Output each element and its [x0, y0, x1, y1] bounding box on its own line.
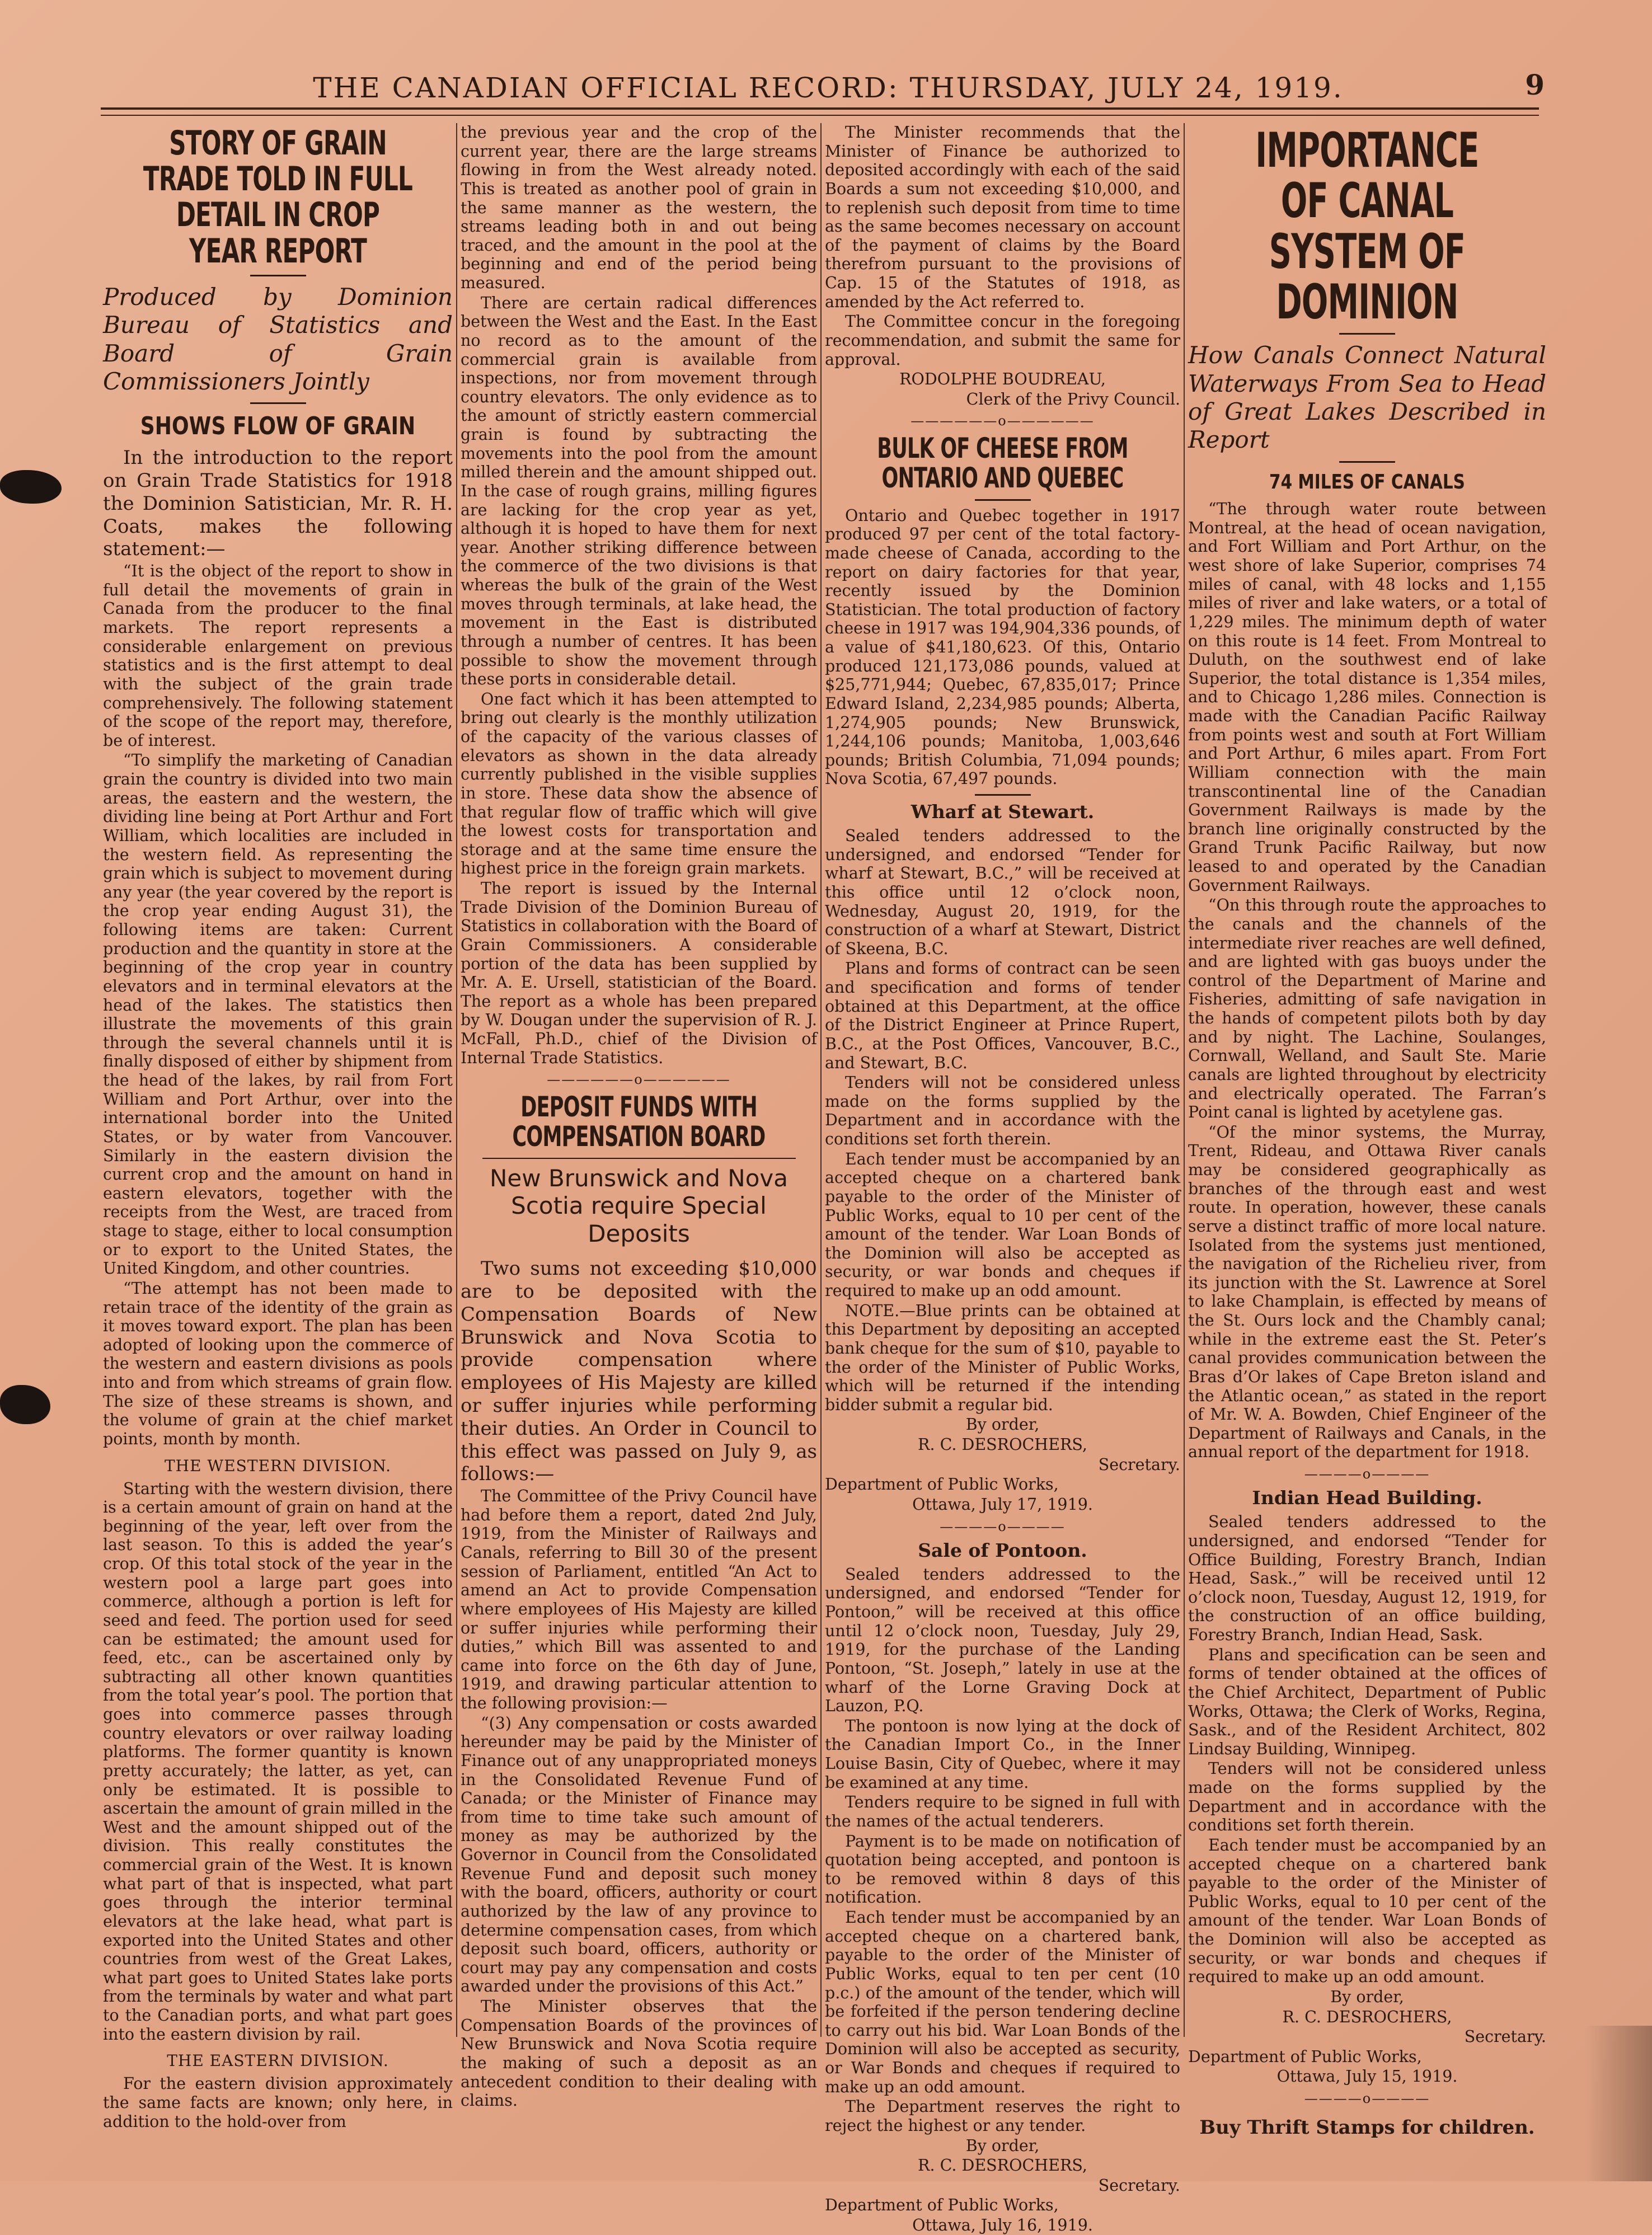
- body-paragraph: NOTE.—Blue prints can be obtained at this Department by depositing an accepted bank cheque for the sum of $10, payable to the order of the Minister of Public Works, which will be returned if the intending bidder submit a regular bid.: [825, 1301, 1180, 1414]
- date-line: Ottawa, July 15, 1919.: [1276, 2067, 1458, 2086]
- section-heading: THE WESTERN DIVISION.: [164, 1456, 392, 1475]
- by-order: By order,: [965, 1415, 1040, 1434]
- body-paragraph: The Committee of the Privy Council have had before them a report, dated 2nd July, 1919, from the Minister of Railways and Canals, referring to Bill 30 of the present session of Parliament, entitled “An Act to amend an Act to provide Compensation where employees of His Majesty are killed or suffer injuries while performing their duties,” which Bill was assented to and came into force on the 6th day of June, 1919, and drawing particular attention to the following provision:—: [461, 1487, 817, 1713]
- body-paragraph: “The attempt has not been made to retain trace of the identity of the grain as it moves toward export. The plan has been adopted of looking upon the commerce of the western and eastern divisions as pools into and from which streams of grain flow. The size of these streams is shown, and the volume of grain at the chief market points, month by month.: [103, 1279, 453, 1448]
- section-heading: THE EASTERN DIVISION.: [167, 2051, 389, 2070]
- body-paragraph: the previous year and the crop of the current year, there are the large streams flowing in from the West already noted. This is treated as another pool of grain in the same manner as the western, the streams leading both in and out being traced, and the amount in the pool at the beginning and end of the period being measured.: [461, 123, 817, 292]
- body-paragraph: There are certain radical differences between the West and the East. In the East no record as to the amount of the commercial grain is available from inspections, nor from movement through country elevators. The only evidence as to the amount of strictly eastern commercial grain is found by subtracting the movements into the pool from the amount milled therein and the amount shipped out. In the case of rough grains, milling figures are lacking for the crop year as yet, although it is hoped to have them for next year. Another striking difference between the commerce of the two divisions is that whereas the bulk of the grain of the West moves through terminals, at lake head, the movement in the East is distributed through a number of centres. It has been possible to show the movement through these ports in considerable detail.: [461, 293, 817, 689]
- masthead-title: THE CANADIAN OFFICIAL RECORD: THURSDAY, JULY 24, 1919.: [313, 72, 1344, 104]
- lead-paragraph: In the introduction to the report on Grain Trade Statistics for 1918 the Dominion Satistician, Mr. R. H. Coats, makes the following statement:—: [103, 447, 453, 561]
- department-line: Department of Public Works,: [825, 2196, 1059, 2215]
- department-line: Department of Public Works,: [1188, 2047, 1422, 2066]
- body-paragraph: The Minister recommends that the Minister of Finance be authorized to deposited accordingly with each of the said Boards a sum not exceeding $10,000, and to replenish such deposit from time to time as the same becomes necessary on account of the payment of claims by the Board therefrom pursuant to the provisions of Cap. 15 of the Statutes of 1918, as amended by the Act referred to.: [825, 123, 1180, 311]
- column-divider: [820, 123, 822, 2037]
- divider: [250, 402, 306, 404]
- body-paragraph: Sealed tenders addressed to the undersigned, and endorsed “Tender for Office Building, Forestry Branch, Indian Head, Sask.,” will be received until 12 o’clock noon, Tuesday, August 12, 1919, for the construction of an office building, Forestry Branch, Indian Head, Sask.: [1188, 1513, 1546, 1645]
- article-subhead: 74 MILES OF CANALS: [1269, 470, 1465, 494]
- body-paragraph: Each tender must be accompanied by an accepted cheque on a chartered bank payable to the order of the Minister of Public Works, equal to 10 per cent of the amount of the tender. War Loan Bonds of the Dominion will also be accepted as security, or war bonds and cheques if required to make up an odd amount.: [825, 1149, 1180, 1300]
- body-paragraph: Starting with the western division, there is a certain amount of grain on hand at the beginning of the year, left over from the last season. To this is added the year’s crop. Of this total stock of the year in the western pool a large part goes into commerce, although a portion is left for seed and feed. The portion used for seed can be estimated; the amount used for feed, etc., can be ascertained only by subtracting all other known quantities from the total year’s pool. The portion that goes into commerce passes through country elevators or over railway loading platforms. The former quantity is known pretty accurately; the latter, as yet, can only be estimated. It is possible to ascertain the amount of grain milled in the West and the amount shipped out of the division. This really constitutes the commercial grain of the West. It is known what part of that is inspected, what part goes through the interior terminal elevators at the lake head, what part is exported into the United States and other countries from west of the Great Lakes, what part goes to United States lake ports from the terminals by water and what part to the Canadian ports, and what part goes into the eastern division by rail.: [103, 1479, 453, 2044]
- ornament-divider: ————o————: [1304, 2091, 1430, 2107]
- body-paragraph: “To simplify the marketing of Canadian grain the country is divided into two main areas, the eastern and the western, the dividing line being at Port Arthur and Fort William, which localities are included in the western field. As representing the grain which is subject to movement during any year (the year covered by the report is the crop year ending August 31), the following items are taken: Current production and the quantity in store at the beginning of the crop year in country elevators and in terminal elevators at the head of the lakes. The statistics then illustrate the movements of this grain through the several channels until it is finally disposed of either by shipment from the head of the lakes, by rail from Fort William and Port Arthur, over into the international border into the United States, or by water from Vancouver. Similarly in the eastern division the current crop and the amount on hand in eastern elevators, together with the receipts from the West, are traced from stage to stage, either to local consumption or to export to the United States, the United Kingdom, and other countries.: [103, 751, 453, 1278]
- article-deck: How Canals Connect Natural Waterways From Sea to Head of Great Lakes Described in Report: [1188, 341, 1546, 454]
- article-deck: Produced by Dominion Bureau of Statistics and Board of Grain Commissioners Jointly: [103, 283, 453, 395]
- divider: [482, 1158, 796, 1159]
- article-headline: STORY OF GRAIN TRADE TOLD IN FULL DETAIL IN CROP YEAR REPORT: [143, 124, 413, 271]
- column-4: [1188, 123, 1546, 2139]
- body-paragraph: The Committee concur in the foregoing recommendation, and submit the same for approval.: [825, 312, 1180, 369]
- signature-name: R. C. DESROCHERS,: [1282, 2007, 1452, 2026]
- body-paragraph: Sealed tenders addressed to the undersigned, and endorsed “Tender for Pontoon,” will be received at this office until 12 o’clock noon, Tuesday, July 29, 1919, for the purchase of the Landing Pontoon, “St. Joseph,” lately in use at the wharf of the Lorne Graving Dock at Lauzon, P.Q.: [825, 1565, 1180, 1716]
- body-paragraph: Tenders will not be considered unless made on the forms supplied by the Department and in accordance with the conditions set forth therein.: [1188, 1759, 1546, 1835]
- article-deck: New Brunswick and Nova Scotia require Special Deposits: [489, 1164, 789, 1247]
- article-headline: IMPORTANCE OF CANAL SYSTEM OF DOMINION: [1255, 123, 1479, 330]
- by-order: By order,: [965, 2136, 1040, 2155]
- department-line: Department of Public Works,: [825, 1475, 1059, 1494]
- masthead: [101, 63, 1556, 113]
- masthead-rule-thin: [101, 115, 1539, 116]
- date-line: Ottawa, July 16, 1919.: [912, 2216, 1093, 2234]
- signature-name: R. C. DESROCHERS,: [918, 1435, 1087, 1454]
- divider: [975, 794, 1031, 796]
- body-paragraph: The pontoon is now lying at the dock of the Canadian Import Co., in the Inner Louise Basin, City of Quebec, where it may be examined at any time.: [825, 1716, 1180, 1792]
- article-headline: BULK OF CHEESE FROM ONTARIO AND QUEBEC: [877, 431, 1128, 495]
- notice-heading: Wharf at Stewart.: [911, 801, 1095, 823]
- signature-title: Secretary.: [1098, 2176, 1180, 2195]
- column-divider: [1184, 123, 1185, 2037]
- body-paragraph: Tenders will not be considered unless made on the forms supplied by the Department and in accordance with the conditions set forth therein.: [825, 1073, 1180, 1148]
- body-paragraph: The report is issued by the Internal Trade Division of the Dominion Bureau of Statistics in collaboration with the Board of Grain Commissioners. A considerable portion of the data has been supplied by Mr. A. E. Ursell, statistician of the Board. The report as a whole has been prepared by W. Dougan under the supervision of R. J. McFall, Ph.D., chief of the Division of Internal Trade Statistics.: [461, 879, 817, 1067]
- body-paragraph: “Of the minor systems, the Murray, Trent, Rideau, and Ottawa River canals may be considered geographically as branches of the through east and west route. In operation, however, these canals serve a distinct traffic of more local nature. Isolated from the systems just mentioned, the navigation of the Richelieu river, from its junction with the St. Lawrence at Sorel to lake Champlain, is effected by means of the St. Ours lock and the Chambly canal; while in the extreme east the St. Peter’s canal provides communication between the Bras d’Or lakes of Cape Breton island and the Atlantic ocean,” as stated in the report of Mr. W. A. Bowden, Chief Engineer of the Department of Railways and Canals, in the annual report of the department for 1918.: [1188, 1123, 1546, 1462]
- body-paragraph: Tenders require to be signed in full with the names of the actual tenderers.: [825, 1793, 1180, 1830]
- body-paragraph: “It is the object of the report to show in full detail the movements of grain in Canada from the producer to the final markets. The report represents a considerable enlargement on previous statistics and is the first attempt to deal with the subject of the grain trade comprehensively. The following statement of the scope of the report may, therefore, be of interest.: [103, 562, 453, 750]
- column-3: [825, 123, 1180, 2234]
- divider: [1339, 461, 1395, 463]
- column-divider: [456, 123, 457, 2037]
- ink-blot: [0, 470, 62, 504]
- page-edge-wear: [1585, 2026, 1652, 2181]
- body-paragraph: The Department reserves the right to reject the highest or any tender.: [825, 2097, 1180, 2135]
- ornament-divider: ————o————: [1304, 1466, 1430, 1482]
- divider: [975, 499, 1031, 501]
- column-2: [461, 123, 817, 2110]
- body-paragraph: Sealed tenders addressed to the undersigned, and endorsed “Tender for wharf at Stewart, B.C.,” will be received at this office until 12 o’clock noon, Wednesday, August 20, 1919, for the construction of a wharf at Stewart, District of Skeena, B.C.: [825, 827, 1180, 958]
- signature-title: Secretary.: [1464, 2027, 1546, 2046]
- body-paragraph: For the eastern division approximately the same facts are known; only here, in addition to the hold-over from: [103, 2074, 453, 2131]
- signature-name: R. C. DESROCHERS,: [918, 2156, 1087, 2175]
- ornament-divider: ————o————: [940, 1518, 1066, 1534]
- ink-blot: [0, 1385, 50, 1424]
- divider: [1339, 333, 1395, 335]
- masthead-rule: [101, 107, 1539, 110]
- article-subhead: SHOWS FLOW OF GRAIN: [140, 412, 416, 441]
- by-order: By order,: [1330, 1987, 1404, 2006]
- body-paragraph: Each tender must be accompanied by an accepted cheque on a chartered bank, payable to the order of the Minister of Public Works, equal to ten per cent (10 p.c.) of the amount of the tender, which will be forfeited if the person tendering decline to carry out his bid. War Loan Bonds of the Dominion will also be accepted as security, or War Bonds and cheques if required to make up an odd amount.: [825, 1908, 1180, 2096]
- body-paragraph: Ontario and Quebec together in 1917 produced 97 per cent of the total factory-made cheese of Canada, according to the report on dairy factories for that year, recently issued by the Dominion Statistician. The total production of factory cheese in 1917 was 194,904,336 pounds, of a value of $41,180,623. Of this, Ontario produced 121,173,086 pounds, valued at $25,771,944; Quebec, 67,835,017; Prince Edward Island, 2,234,985 pounds; Alberta, 1,274,905 pounds; New Brunswick, 1,244,106 pounds; Manitoba, 1,003,646 pounds; British Columbia, 71,094 pounds; Nova Scotia, 67,497 pounds.: [825, 506, 1180, 788]
- article-headline: DEPOSIT FUNDS WITH COMPENSATION BOARD: [512, 1090, 766, 1153]
- notice-heading: Sale of Pontoon.: [918, 1539, 1087, 1561]
- notice-heading: Indian Head Building.: [1252, 1487, 1482, 1509]
- body-paragraph: Plans and forms of contract can be seen and specification and forms of tender obtained at this Department, at the office of the District Engineer at Prince Rupert, B.C., at the Post Offices, Vancouver, B.C., and Stewart, B.C.: [825, 959, 1180, 1072]
- divider: [250, 275, 306, 276]
- page-number: 9: [1525, 68, 1545, 101]
- body-paragraph: “(3) Any compensation or costs awarded hereunder may be paid by the Minister of Finance out of any unappropriated moneys in the Consolidated Revenue Fund of Canada; or the Minister of Finance may from time to time take such amount of money as may be authorized by the Governor in Council from the Consolidated Revenue Fund and deposit such money with the board, officers, authority or court authorized by the law of any province to determine compensation cases, from which deposit such board, officers, authority or court may pay any compensation and costs awarded under the provisions of this Act.”: [461, 1713, 817, 1996]
- body-paragraph: “The through water route between Montreal, at the head of ocean navigation, and Fort William and Port Arthur, on the west shore of lake Superior, comprises 74 miles of canal, with 48 locks and 1,155 miles of river and lake waters, or a total of 1,229 miles. The minimum depth of water on this route is 14 feet. From Montreal to Duluth, on the southwest end of lake Superior, the total distance is 1,354 miles, and to Chicago 1,286 miles. Connection is made with the Canadian Pacific Railway from points west and south at Fort William and Port Arthur, 6 miles apart. From Fort William connection with the main transcontinental line of the Canadian Government Railways is made by the branch line originally constructed by the Grand Trunk Pacific Railway, but now leased to and operated by the Canadian Government Railways.: [1188, 500, 1546, 895]
- date-line: Ottawa, July 17, 1919.: [912, 1495, 1093, 1514]
- body-paragraph: The Minister observes that the Compensation Boards of the provinces of New Brunswick and Nova Scotia require the making of such a deposit as an antecedent condition to their dealing with claims.: [461, 1997, 817, 2110]
- body-paragraph: Payment is to be made on notification of quotation being accepted, and pontoon is to be removed within 8 days of this notification.: [825, 1832, 1180, 1907]
- body-paragraph: “On this through route the approaches to the canals and the channels of the intermediate river reaches are well defined, and are lighted with gas buoys under the control of the Department of Marine and Fisheries, admitting of safe navigation in the hands of competent pilots both by day and by night. The Lachine, Soulanges, Cornwall, Welland, and Sault Ste. Marie canals are lighted throughout by electricity and electrically operated. The Farran’s Point canal is lighted by acetylene gas.: [1188, 896, 1546, 1122]
- thrift-stamps-slogan: Buy Thrift Stamps for children.: [1199, 2116, 1535, 2139]
- ornament-divider: ——————o——————: [547, 1072, 731, 1088]
- signature-title: Clerk of the Privy Council.: [966, 389, 1180, 409]
- body-paragraph: One fact which it has been attempted to bring out clearly is the monthly utilization of the capacity of the various classes of elevators as shown in the data already currently published in the visible supplies in store. These data show the absence of that regular flow of traffic which will give the lowest costs for transportation and storage and at the same time ensure the highest price in the foreign grain markets.: [461, 689, 817, 878]
- signature-name: RODOLPHE BOUDREAU,: [899, 370, 1106, 389]
- body-paragraph: Each tender must be accompanied by an accepted cheque on a chartered bank payable to the order of the Minister of Public Works, equal to 10 per cent of the amount of the tender. War Loan Bonds of the Dominion will also be accepted as security, or war bonds and cheques if required to make up an odd amount.: [1188, 1835, 1546, 1987]
- ornament-divider: ——————o——————: [911, 413, 1095, 429]
- column-1: [103, 123, 453, 2131]
- lead-paragraph: Two sums not exceeding $10,000 are to be deposited with the Compensation Boards of New Brunswick and Nova Scotia to provide compensation where employees of His Majesty are killed or suffer injuries while performing their duties. An Order in Council to this effect was passed on July 9, as follows:—: [461, 1257, 817, 1486]
- signature-title: Secretary.: [1098, 1455, 1180, 1474]
- body-paragraph: Plans and specification can be seen and forms of tender obtained at the offices of the Chief Architect, Department of Public Works, Ottawa; the Clerk of Works, Regina, Sask., and of the Resident Architect, 802 Lindsay Building, Winnipeg.: [1188, 1645, 1546, 1758]
